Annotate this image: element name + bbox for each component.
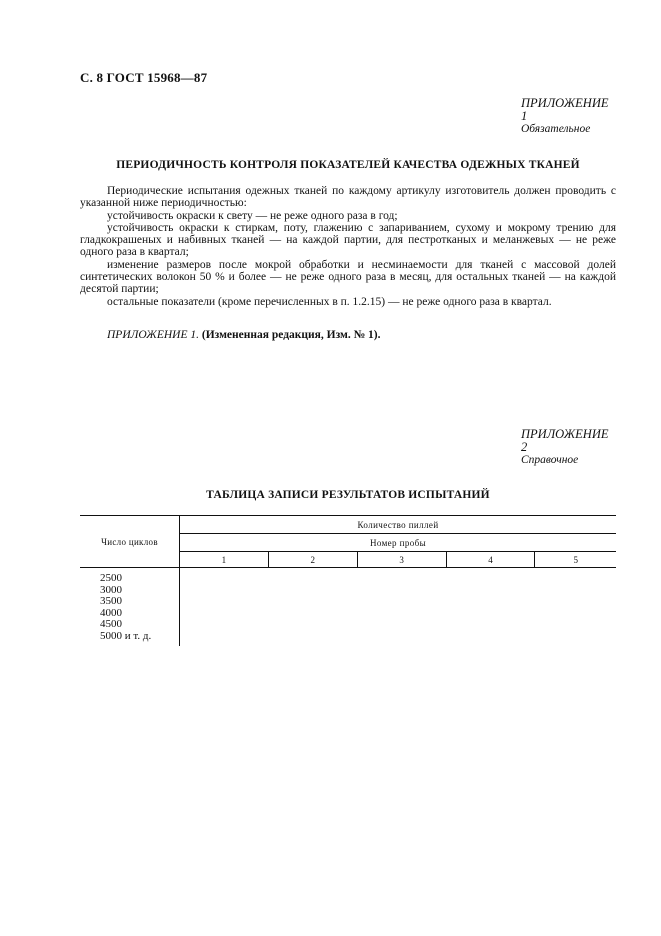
sample-number-cell: 2 — [268, 552, 357, 568]
sample-number-cell: 4 — [446, 552, 535, 568]
cycles-value: 5000 и т. д. — [80, 631, 180, 647]
pills-count-header: Количество пиллей — [180, 516, 617, 534]
table-row — [80, 585, 616, 597]
results-table — [80, 515, 616, 646]
amendment-note — [107, 329, 381, 341]
appendix-2-number: ПРИЛОЖЕНИЕ 2 — [521, 427, 609, 454]
empty-cell — [180, 596, 617, 608]
table-row — [80, 608, 616, 620]
appendix-2-status: Справочное — [521, 454, 579, 466]
sample-number-cell: 1 — [180, 552, 269, 568]
paragraph: изменение размеров после мокрой обработки и несминаемости для тканей с массовой долей синтетических волокон 50 % и более — не реже одного раза в месяц, для остальных тканей — на каждой десятой партии; — [80, 258, 616, 296]
table-row — [80, 568, 616, 585]
paragraph: устойчивость окраски к свету — не реже одного раза в год; — [107, 209, 398, 222]
paragraph: Периодические испытания одежных тканей по каждому артикулу изготовитель должен проводить с указанной ниже периодичностью: — [80, 185, 616, 210]
cycles-value: 2500 — [80, 568, 180, 585]
appendix-1-status: Обязательное — [521, 123, 591, 135]
sample-number-header: Номер пробы — [180, 534, 617, 552]
cycles-value: 3500 — [80, 596, 180, 608]
appendix-1-title: ПЕРИОДИЧНОСТЬ КОНТРОЛЯ ПОКАЗАТЕЛЕЙ КАЧЕСТВА ОДЕЖНЫХ ТКАНЕЙ — [116, 159, 580, 171]
amendment-prefix: ПРИЛОЖЕНИЕ 1. — [107, 329, 199, 341]
table-row — [80, 596, 616, 608]
paragraph: остальные показатели (кроме перечисленных в п. 1.2.15) — не реже одного раза в квартал. — [107, 295, 552, 308]
appendix-1-number: ПРИЛОЖЕНИЕ 1 — [521, 96, 609, 123]
appendix-2-label — [521, 428, 607, 467]
cycles-value: 3000 — [80, 585, 180, 597]
appendix-2-title: ТАБЛИЦА ЗАПИСИ РЕЗУЛЬТАТОВ ИСПЫТАНИЙ — [206, 489, 490, 501]
empty-cell — [180, 631, 617, 647]
cycles-value: 4500 — [80, 619, 180, 631]
empty-cell — [180, 619, 617, 631]
appendix-1-body — [80, 185, 616, 308]
appendix-1-label — [521, 97, 607, 136]
table-row — [80, 631, 616, 647]
empty-cell — [180, 568, 617, 585]
page-header: С. 8 ГОСТ 15968—87 — [80, 70, 208, 85]
cycles-value: 4000 — [80, 608, 180, 620]
paragraph: устойчивость окраски к стиркам, поту, глажению с запариванием, сухому и мокрому трению для гладкокрашеных и набивных тканей — на каждой партии, для пестротканых и меланжевых — не реже одного раза в квартал; — [80, 221, 616, 259]
amendment-text: (Измененная редакция, Изм. № 1). — [201, 329, 381, 341]
sample-number-cell: 3 — [357, 552, 446, 568]
table-row — [80, 619, 616, 631]
cycles-column-header: Число циклов — [80, 516, 180, 568]
empty-cell — [180, 608, 617, 620]
empty-cell — [180, 585, 617, 597]
sample-number-cell: 5 — [535, 552, 616, 568]
